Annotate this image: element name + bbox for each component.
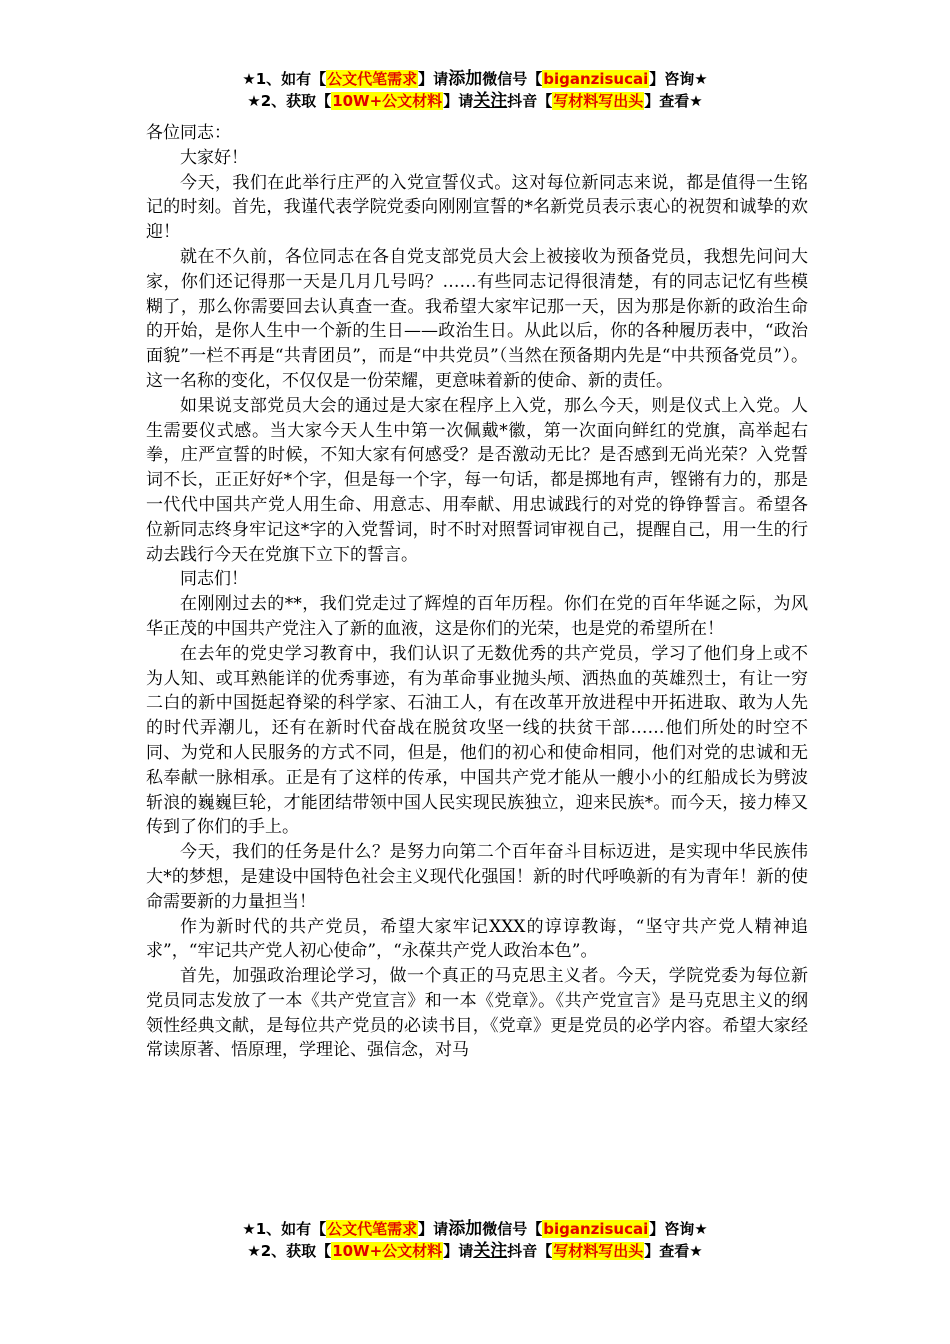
promo-text: 】请 <box>418 1220 449 1238</box>
paragraph: 在去年的党史学习教育中，我们认识了无数优秀的共产党员，学习了他们身上或不为人知、或耳熟能详的优秀事迹，有为革命事业抛头颅、洒热血的英雄烈士，有让一穷二白的新中国挺起脊梁的科学家、石油工人，有在改革开放进程中开拓进取、敢为人先的时代弄潮儿，还有在新时代奋战在脱贫攻坚一线的扶贫干部……他们所处的时空不同、为党和人民服务的方式不同，但是，他们的初心和使命相同，他们对党的忠诚和无私奉献一脉相承。正是有了这样的传承，中国共产党才能从一艘小小的红船成长为劈波斩浪的巍巍巨轮，才能团结带领中国人民实现民族独立，迎来民族*。而今天，接力棒又传到了你们的手上。 <box>146 643 808 838</box>
promo-text: 微信号【 <box>482 70 543 88</box>
promo-emphasis: 关注 <box>473 91 508 111</box>
paragraph: 同志们！ <box>180 569 248 590</box>
promo-text: 抖音【 <box>507 92 553 110</box>
promo-text: 】查看★ <box>644 1242 703 1260</box>
promo-line-2 <box>0 90 950 112</box>
promo-highlight: 写材料写出头 <box>553 92 644 110</box>
paragraph: 如果说支部党员大会的通过是大家在程序上入党，那么今天，则是仪式上入党。人生需要仪式感。当大家今天人生中第一次佩戴*徽，第一次面向鲜红的党旗，高举起右拳，庄严宣誓的时候，不知大家有何感受？是否激动无比？是否感到无尚光荣？入党誓词不长，正正好好*个字，但是每一个字，每一句话，都是掷地有声，铿锵有力的，那是一代代中国共产党人用生命、用意志、用奉献、用忠诚践行的对党的铮铮誓言。希望各位新同志终身牢记这*字的入党誓词，时不时对照誓词审视自己，提醒自己，用一生的行动去践行今天在党旗下立下的誓言。 <box>146 395 808 565</box>
promo-emphasis: 添加 <box>448 69 483 89</box>
promo-highlight: 公文代笔需求 <box>327 1220 418 1238</box>
promo-text: 】咨询★ <box>649 70 708 88</box>
promo-highlight: biganzisucai <box>543 70 649 88</box>
promo-highlight: 公文代笔需求 <box>327 70 418 88</box>
promo-highlight: biganzisucai <box>543 1220 649 1238</box>
promo-text: ★2、获取【 <box>247 92 332 110</box>
paragraph: 就在不久前，各位同志在各自党支部党员大会上被接收为预备党员，我想先问问大家，你们还记得那一天是几月几号吗？……有些同志记得很清楚，有的同志记忆有些模糊了，那么你需要回去认真查一查。我希望大家牢记那一天，因为那是你新的政治生命的开始，是你人生中一个新的生日——政治生日。从此以后，你的各种履历表中，“政治面貌”一栏不再是“共青团员”，而是“中共党员”（当然在预备期内先是“中共预备党员”）。这一名称的变化，不仅仅是一份荣耀，更意味着新的使命、新的责任。 <box>146 246 808 391</box>
promo-emphasis: 关注 <box>473 1241 508 1261</box>
promo-highlight: 10W+公文材料 <box>332 92 443 110</box>
promo-highlight: 10W+公文材料 <box>332 1242 443 1260</box>
promo-line-2 <box>0 1240 950 1262</box>
promo-emphasis: 添加 <box>448 1219 483 1239</box>
paragraph: 今天，我们的任务是什么？是努力向第二个百年奋斗目标迈进，是实现中华民族伟大*的梦想，是建设中国特色社会主义现代化强国！新的时代呼唤新的有为青年！新的使命需要新的力量担当！ <box>146 842 808 912</box>
promo-banner-bottom <box>0 1218 950 1262</box>
promo-banner-top <box>0 68 950 112</box>
document-body <box>146 121 808 1063</box>
promo-text: 微信号【 <box>482 1220 543 1238</box>
paragraph: 大家好！ <box>180 147 248 168</box>
salutation: 各位同志： <box>146 123 231 143</box>
paragraph: 今天，我们在此举行庄严的入党宣誓仪式。这对每位新同志来说，都是值得一生铭记的时刻。首先，我谨代表学院党委向刚刚宣誓的*名新党员表示衷心的祝贺和诚挚的欢迎！ <box>146 172 808 243</box>
promo-text: 】请 <box>443 1242 474 1260</box>
promo-text: ★2、获取【 <box>247 1242 332 1260</box>
promo-line-1 <box>0 68 950 90</box>
promo-text: ★1、如有【 <box>242 1220 327 1238</box>
promo-text: 】咨询★ <box>649 1220 708 1238</box>
promo-text: 】请 <box>418 70 449 88</box>
paragraph: 在刚刚过去的**，我们党走过了辉煌的百年历程。你们在党的百年华诞之际，为风华正茂的中国共产党注入了新的血液，这是你们的光荣，也是党的希望所在！ <box>146 594 808 639</box>
promo-text: ★1、如有【 <box>242 70 327 88</box>
promo-highlight: 写材料写出头 <box>553 1242 644 1260</box>
promo-text: 抖音【 <box>507 1242 553 1260</box>
promo-text: 】查看★ <box>644 92 703 110</box>
paragraph: 首先，加强政治理论学习，做一个真正的马克思主义者。今天，学院党委为每位新党员同志发放了一本《共产党宣言》和一本《党章》。《共产党宣言》是马克思主义的纲领性经典文献，是每位共产党员的必读书目，《党章》更是党员的必学内容。希望大家经常读原著、悟原理，学理论、强信念，对马 <box>146 966 808 1061</box>
promo-line-1 <box>0 1218 950 1240</box>
paragraph: 作为新时代的共产党员，希望大家牢记XXX的谆谆教诲，“坚守共产党人精神追求”，“牢记共产党人初心使命”，“永葆共产党人政治本色”。 <box>146 916 808 962</box>
promo-text: 】请 <box>443 92 474 110</box>
